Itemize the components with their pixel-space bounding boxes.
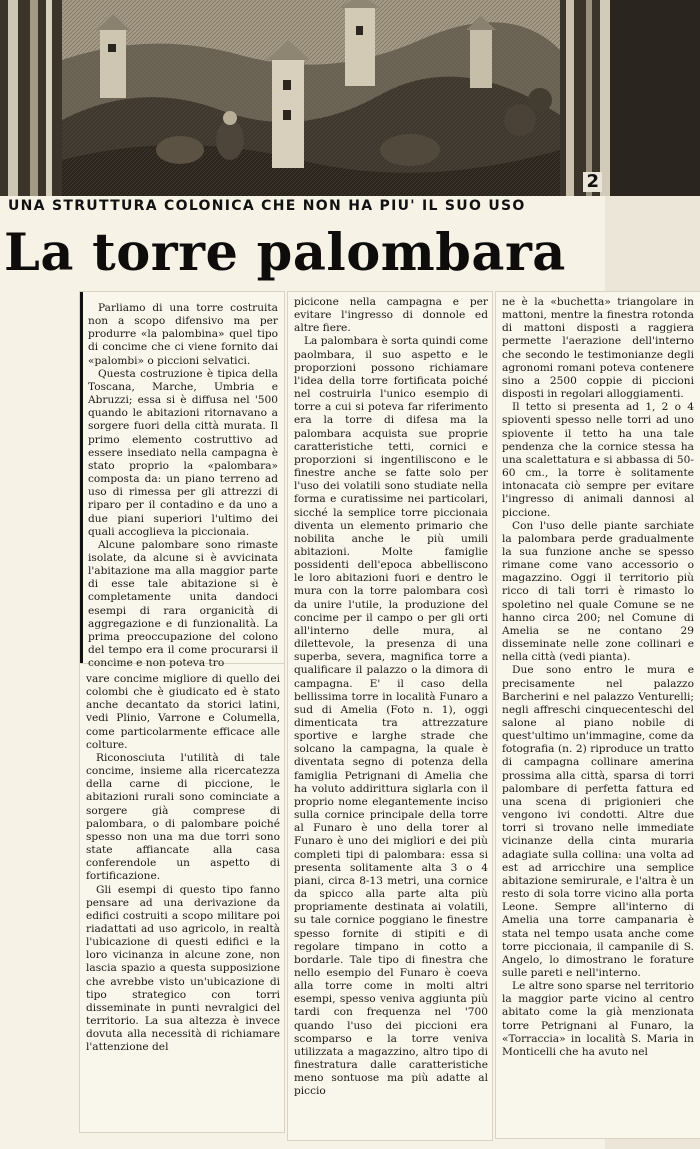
article-column-2 [86,673,280,1133]
paragraph: vare concime migliore di quello dei colombi che è giudicato ed è stato anche decantato da storici latini, vedi Plinio, Varrone e Columella, come particolarmente efficace alle colture. [86,673,280,751]
paragraph: Parliamo di una torre costruita non a scopo difensivo ma per produrre «la palombina» quel tipo di concime che ci viene fornito dai «palombi» o piccioni selvatici. [88,302,278,367]
paragraph: Alcune palombare sono rimaste isolate, da alcune si è avvicinata l'abitazione ma alla maggior parte di esse tale abitazione si è completamente unita dandoci esempi di rara organicità di aggregazione e di funzionalità. La prima preoccupazione del colono del tempo era il come procurarsi il concime e non poteva tro [88,538,278,670]
kicker-caption: UNA STRUTTURA COLONICA CHE NON HA PIU' IL SUO USO [8,198,526,214]
paragraph: Con l'uso delle piante sarchiate la palombara perde gradualmente la sua funzione anche se spesso rimane come vano accessorio o magazzino. Oggi il territorio più ricco di tali torri è rimasto lo spoletino nel quale Comune se ne hanno circa 200; nel Comune di Amelia se ne contano 29 disseminate nelle zone collinari e nella città (vedi pianta). [502,519,694,664]
column-rule [80,292,83,665]
paragraph: La palombara è sorta quindi come paolmbara, il suo aspetto e le proporzioni possono richiamare l'idea della torre fortificata poiché nel costruirla l'unico esempio di torre a cui si poteva far riferimento era la torre di difesa ma la palombara acquista sue proprie caratteristiche tetti, cornici e proporzioni si ingentiliscono e le finestre anche se fatte solo per l'uso dei volatili sono studiate nella forma e curatissime nei particolari, sicché la semplice torre piccionaia diventa un elemento primario che nobilita anche le più umili abitazioni. Molte famiglie possidenti dell'epoca abbelliscono le loro abitazioni fuori e dentro le mura con la torre palombara così da unire l'utile, la produzione del concime per il campo o per gli orti all'interno delle mura, al dilettevole, la presenza di una superba, severa, magnifica torre a qualificare il palazzo o la dimora di campagna. E' il caso della bellissima torre in località Funaro a sud di Amelia (Foto n. 1), oggi dimenticata tra attrezzature sportive e larghe strade che solcano la campagna, la quale è diventata segno di potenza della famiglia Petrignani di Amelia che ha voluto addirittura siglarla con il proprio nome elegantemente inciso sulla cornice principale della torre al Funaro è uno della torer al Funaro è uno dei migliori e dei più completi tipi di palombara: essa si presenta solitamente alta 3 o 4 piani, circa 8-13 metri, una cornice da spicco alla parte alta più propriamente destinata ai volatili, su tale cornice poggiano le finestre spesso fornite di stipiti e di regolare timpano in cotto a bordarle. Tale tipo di finestra che nello esempio del Funaro è coeva alla torre come in molti altri esempi, spesso veniva aggiunta più tardi con frequenza nel '700 quando l'uso dei piccioni era scomparso e la torre veniva utilizzata a magazzino, altro tipo di finestratura dalle caratteristiche meno sontuose ma più adatte al piccio [294,335,488,1098]
article-column-1 [88,302,278,672]
paragraph: Gli esempi di questo tipo fanno pensare ad una derivazione da edifici costruiti a scopo militare poi riadattati ad uso agricolo, in realtà l'ubicazione di questi edifici e la loro vicinanza in alcune zone, non lascia spazio a questa supposizione che avrebbe visto un'ubicazione di tipo strategico con torri disseminate in punti nevralgici del territorio. La sua altezza è invece dovuta alla necessità di richiamare l'attenzione del [86,883,280,1054]
article-column-4 [502,296,694,1136]
paragraph: Il tetto si presenta ad 1, 2 o 4 spioventi spesso nelle torri ad uno spiovente il tetto ha una tale pendenza che la cornice stessa ha una scalettatura e si abbassa di 50-60 cm., la torre è solitamente intonacata ciò sempre per evitare l'ingresso di animali dannosi al piccione. [502,401,694,519]
photo-number: 2 [583,172,602,192]
paragraph: Riconosciuta l'utilità di tale concime, insieme alla ricercatezza della carne di piccione, le abitazioni rurali sono cominciate a sorgere già comprese di palombara, o di palombare poiché spesso non una ma due torri sono state affiancate alla casa conferendole un aspetto di fortificazione. [86,751,280,883]
paragraph: ne è la «buchetta» triangolare in mattoni, mentre la finestra rotonda di mattoni disposti a raggiera permette l'aerazione dell'interno che secondo le testimonianze degli agronomi romani poteva contenere sino a 2500 coppie di piccioni disposti in regolari alloggiamenti. [502,296,694,401]
fresco-illustration [0,0,700,196]
paragraph: Due sono entro le mura e precisamente nel palazzo Barcherini e nel palazzo Venturelli; negli affreschi cinquecenteschi del salone al piano nobile di quest'ultimo un'immagine, come da fotografia (n. 2) riproduce un tratto di campagna collinare amerina prossima alla città, sparsa di torri palombare di perfetta fattura ed una scena di prigionieri che vengono ivi condotti. Altre due torri si trovano nelle immediate vicinanze della cinta muraria adagiate sulla collina: una volta ad est ad arricchire una semplice abitazione semirurale, e l'altra è un resto di sola torre vicino alla porta Leone. Sempre all'interno di Amelia una torre campanaria è stata nel tempo usata anche come torre piccionaia, il campanile di S. Angelo, lo dimostrano le forature sulle pareti e nell'interno. [502,664,694,979]
fresco-photo [0,0,700,196]
article-column-3 [294,296,488,1138]
paragraph: Questa costruzione è tipica della Toscana, Marche, Umbria e Abruzzi; essa si è diffusa nel '500 quando le abitazioni ritornavano a sorgere fuori della città murata. Il primo elemento costruttivo ad essere insediato nella campagna è stato proprio la «palombara» composta da: un piano terreno ad uso di rimessa per gli attrezzi di riparo per il contadino e da uno a due piani superiori l'ultimo dei quali accoglieva la piccionaia. [88,367,278,538]
paragraph: Le altre sono sparse nel territorio la maggior parte vicino al centro abitato come la già menzionata torre Petrignani al Funaro, la «Torraccia» in località S. Maria in Monticelli che ha avuto nel [502,980,694,1058]
paragraph: picicone nella campagna e per evitare l'ingresso di donnole ed altre fiere. [294,296,488,335]
headline: La torre palombara [4,223,566,283]
